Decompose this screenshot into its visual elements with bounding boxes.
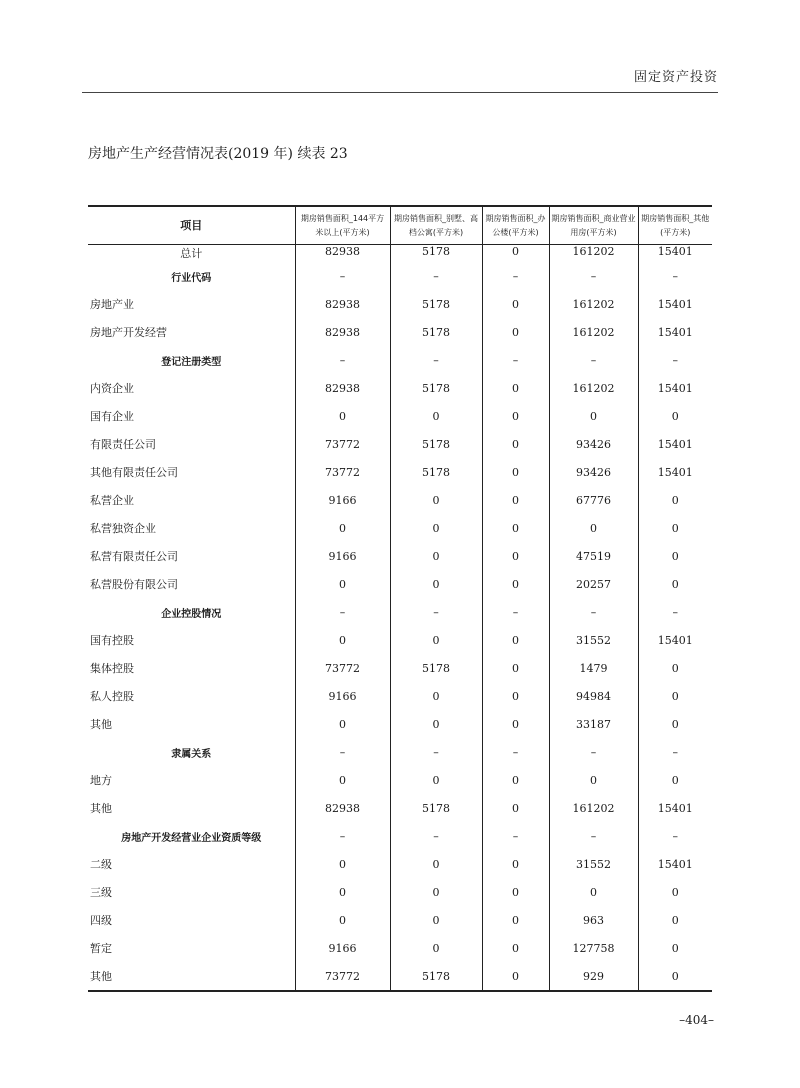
table-cell: –: [482, 262, 549, 290]
row-label: 内资企业: [90, 382, 134, 395]
table-cell: 0: [638, 962, 712, 991]
table-cell: 161202: [549, 318, 638, 346]
row-label: 集体控股: [90, 662, 134, 675]
table-cell: –: [390, 598, 482, 626]
table-cell: –: [390, 822, 482, 850]
table-cell: 5178: [390, 245, 482, 263]
column-header-villa: 期房销售面积_别墅、高档公寓(平方米): [390, 206, 482, 245]
table-body: [88, 245, 712, 992]
column-header-commercial: 期房销售面积_商业营业用房(平方米): [549, 206, 638, 245]
table-cell: 15401: [638, 290, 712, 318]
table-cell: 0: [482, 850, 549, 878]
table-category-row: [88, 598, 712, 626]
table-cell: 0: [482, 458, 549, 486]
row-label: 私营股份有限公司: [90, 578, 178, 591]
table-cell: 0: [638, 682, 712, 710]
table-cell: –: [482, 738, 549, 766]
table-cell: 0: [482, 962, 549, 991]
table-cell: 963: [549, 906, 638, 934]
table-cell: 0: [390, 710, 482, 738]
table-cell: 9166: [295, 682, 390, 710]
table-row: [88, 654, 712, 682]
table-cell: 0: [482, 878, 549, 906]
row-label: 企业控股情况: [161, 608, 222, 620]
row-label: 总计: [180, 247, 203, 260]
table-cell: 9166: [295, 486, 390, 514]
table-cell: –: [549, 262, 638, 290]
table-cell: 0: [390, 402, 482, 430]
table-cell: 0: [295, 766, 390, 794]
table-cell: 15401: [638, 458, 712, 486]
table-row: [88, 486, 712, 514]
row-label: 三级: [90, 886, 112, 899]
table-cell: 0: [390, 514, 482, 542]
table-cell: 0: [482, 794, 549, 822]
table-row: [88, 682, 712, 710]
table-cell: 5178: [390, 430, 482, 458]
table-cell: 15401: [638, 245, 712, 263]
table-cell: 5178: [390, 374, 482, 402]
row-label: 其他: [88, 962, 295, 991]
table-cell: 0: [482, 290, 549, 318]
table-cell: 15401: [638, 318, 712, 346]
table-cell: 0: [295, 710, 390, 738]
row-label: 其他: [90, 718, 112, 731]
table-cell: 9166: [295, 542, 390, 570]
table-cell: 0: [638, 654, 712, 682]
table-cell: –: [482, 346, 549, 374]
table-category-row: [88, 822, 712, 850]
table-cell: 15401: [638, 626, 712, 654]
table-cell: 0: [482, 654, 549, 682]
table-cell: 0: [390, 850, 482, 878]
row-label: 有限责任公司: [90, 438, 156, 451]
table-cell: –: [549, 738, 638, 766]
table-row: [88, 318, 712, 346]
table-cell: 0: [482, 245, 549, 263]
table-cell: –: [549, 598, 638, 626]
data-table-container: [88, 205, 712, 992]
table-cell: 94984: [549, 682, 638, 710]
row-label: 行业代码: [171, 272, 212, 284]
table-cell: 0: [482, 430, 549, 458]
column-header-other: 期房销售面积_其他(平方米): [638, 206, 712, 245]
table-cell: 0: [390, 906, 482, 934]
table-cell: 15401: [638, 430, 712, 458]
table-cell: –: [295, 598, 390, 626]
table-cell: 0: [482, 542, 549, 570]
table-cell: 0: [390, 626, 482, 654]
table-cell: 0: [549, 514, 638, 542]
table-cell: 161202: [549, 245, 638, 263]
section-title: 固定资产投资: [633, 70, 718, 85]
row-label: 四级: [90, 914, 112, 927]
table-cell: 0: [390, 570, 482, 598]
row-label: 隶属关系: [171, 748, 212, 760]
table-cell: –: [549, 822, 638, 850]
table-cell: 161202: [549, 290, 638, 318]
table-row: [88, 570, 712, 598]
table-cell: 0: [482, 514, 549, 542]
table-cell: 0: [549, 766, 638, 794]
row-label: 私营独资企业: [90, 522, 156, 535]
table-cell: 0: [482, 374, 549, 402]
table-cell: 33187: [549, 710, 638, 738]
table-row: [88, 710, 712, 738]
table-cell: 0: [482, 570, 549, 598]
table-cell: 0: [390, 878, 482, 906]
table-cell: 5178: [390, 318, 482, 346]
table-row: [88, 542, 712, 570]
table-cell: 0: [482, 318, 549, 346]
table-row: [88, 458, 712, 486]
table-cell: 929: [549, 962, 638, 991]
row-label: 私营有限责任公司: [90, 550, 178, 563]
table-cell: 0: [638, 710, 712, 738]
table-cell: 82938: [295, 374, 390, 402]
table-row: [88, 766, 712, 794]
table-cell: 0: [295, 402, 390, 430]
row-label: 私人控股: [90, 690, 134, 703]
table-cell: –: [482, 822, 549, 850]
table-cell: –: [295, 738, 390, 766]
table-cell: –: [482, 598, 549, 626]
table-cell: 161202: [549, 794, 638, 822]
table-row: [88, 878, 712, 906]
table-cell: 0: [482, 402, 549, 430]
page-number: –404–: [679, 1013, 714, 1027]
table-cell: 31552: [549, 850, 638, 878]
table-cell: 0: [549, 878, 638, 906]
column-header-item: 项目: [88, 206, 295, 245]
table-cell: 0: [295, 906, 390, 934]
table-cell: 15401: [638, 374, 712, 402]
header-rule: [82, 92, 718, 93]
table-cell: –: [638, 822, 712, 850]
table-cell: 161202: [549, 374, 638, 402]
row-label: 国有企业: [90, 410, 134, 423]
table-cell: 0: [390, 682, 482, 710]
table-cell: 0: [295, 878, 390, 906]
table-cell: 20257: [549, 570, 638, 598]
table-cell: 0: [390, 934, 482, 962]
table-row: [88, 430, 712, 458]
table-cell: 0: [295, 626, 390, 654]
table-row: [88, 626, 712, 654]
table-cell: 0: [482, 766, 549, 794]
table-cell: 0: [638, 570, 712, 598]
column-header-office: 期房销售面积_办公楼(平方米): [482, 206, 549, 245]
table-cell: 73772: [295, 654, 390, 682]
table-cell: 82938: [295, 245, 390, 263]
table-cell: –: [638, 598, 712, 626]
table-cell: 0: [390, 486, 482, 514]
table-row: [88, 245, 712, 263]
row-label: 登记注册类型: [161, 356, 222, 368]
table-category-row: [88, 346, 712, 374]
table-cell: 0: [390, 766, 482, 794]
table-cell: 0: [638, 766, 712, 794]
table-cell: 73772: [295, 458, 390, 486]
row-label: 国有控股: [90, 634, 134, 647]
row-label: 房地产开发经营: [90, 326, 167, 339]
table-cell: 0: [295, 570, 390, 598]
table-cell: –: [638, 346, 712, 374]
table-cell: –: [390, 346, 482, 374]
table-cell: 9166: [295, 934, 390, 962]
table-cell: 0: [549, 402, 638, 430]
table-cell: 93426: [549, 430, 638, 458]
table-cell: 5178: [390, 794, 482, 822]
row-label: 私营企业: [90, 494, 134, 507]
table-cell: 0: [638, 486, 712, 514]
table-cell: 0: [638, 878, 712, 906]
table-cell: 5178: [390, 458, 482, 486]
table-cell: 82938: [295, 290, 390, 318]
table-cell: 0: [638, 542, 712, 570]
table-cell: 82938: [295, 318, 390, 346]
table-cell: 0: [295, 850, 390, 878]
table-row: [88, 402, 712, 430]
table-cell: 15401: [638, 850, 712, 878]
table-cell: 0: [482, 626, 549, 654]
table-cell: 0: [638, 402, 712, 430]
table-header-row: [88, 206, 712, 245]
table-cell: 0: [390, 542, 482, 570]
table-row: [88, 906, 712, 934]
table-cell: 73772: [295, 430, 390, 458]
row-label: 其他有限责任公司: [90, 466, 178, 479]
table-cell: 67776: [549, 486, 638, 514]
table-row: [88, 514, 712, 542]
table-cell: 0: [482, 486, 549, 514]
row-label: 二级: [90, 858, 112, 871]
table-row: [88, 850, 712, 878]
table-cell: 73772: [295, 962, 390, 991]
table-cell: –: [638, 262, 712, 290]
table-cell: –: [295, 262, 390, 290]
table-cell: –: [549, 346, 638, 374]
table-category-row: [88, 738, 712, 766]
table-cell: 1479: [549, 654, 638, 682]
table-cell: 15401: [638, 794, 712, 822]
data-table: [88, 205, 712, 992]
table-category-row: [88, 262, 712, 290]
column-header-over-144sqm: 期房销售面积_144平方米以上(平方米): [295, 206, 390, 245]
table-cell: 0: [638, 514, 712, 542]
row-label: 暂定: [90, 942, 112, 955]
row-label: 房地产业: [90, 298, 134, 311]
table-cell: 31552: [549, 626, 638, 654]
table-title: 房地产生产经营情况表(2019 年) 续表 23: [88, 146, 348, 162]
table-cell: 0: [638, 906, 712, 934]
table-cell: –: [295, 822, 390, 850]
row-label: 地方: [90, 774, 112, 787]
table-cell: 5178: [390, 290, 482, 318]
table-cell: 5178: [390, 654, 482, 682]
table-row: [88, 290, 712, 318]
table-cell: 0: [482, 710, 549, 738]
table-cell: –: [390, 262, 482, 290]
row-label: 房地产开发经营业企业资质等级: [121, 832, 262, 844]
table-cell: 82938: [295, 794, 390, 822]
table-row: [88, 374, 712, 402]
table-cell: 0: [482, 682, 549, 710]
table-cell: 0: [482, 934, 549, 962]
table-cell: –: [295, 346, 390, 374]
table-cell: 0: [638, 934, 712, 962]
table-cell: 93426: [549, 458, 638, 486]
table-row: [88, 794, 712, 822]
table-row: [88, 962, 712, 991]
table-cell: 0: [482, 906, 549, 934]
table-row: [88, 934, 712, 962]
table-cell: –: [390, 738, 482, 766]
table-cell: 127758: [549, 934, 638, 962]
table-cell: 47519: [549, 542, 638, 570]
row-label: 其他: [90, 802, 112, 815]
table-cell: 5178: [390, 962, 482, 991]
table-cell: 0: [295, 514, 390, 542]
table-cell: –: [638, 738, 712, 766]
